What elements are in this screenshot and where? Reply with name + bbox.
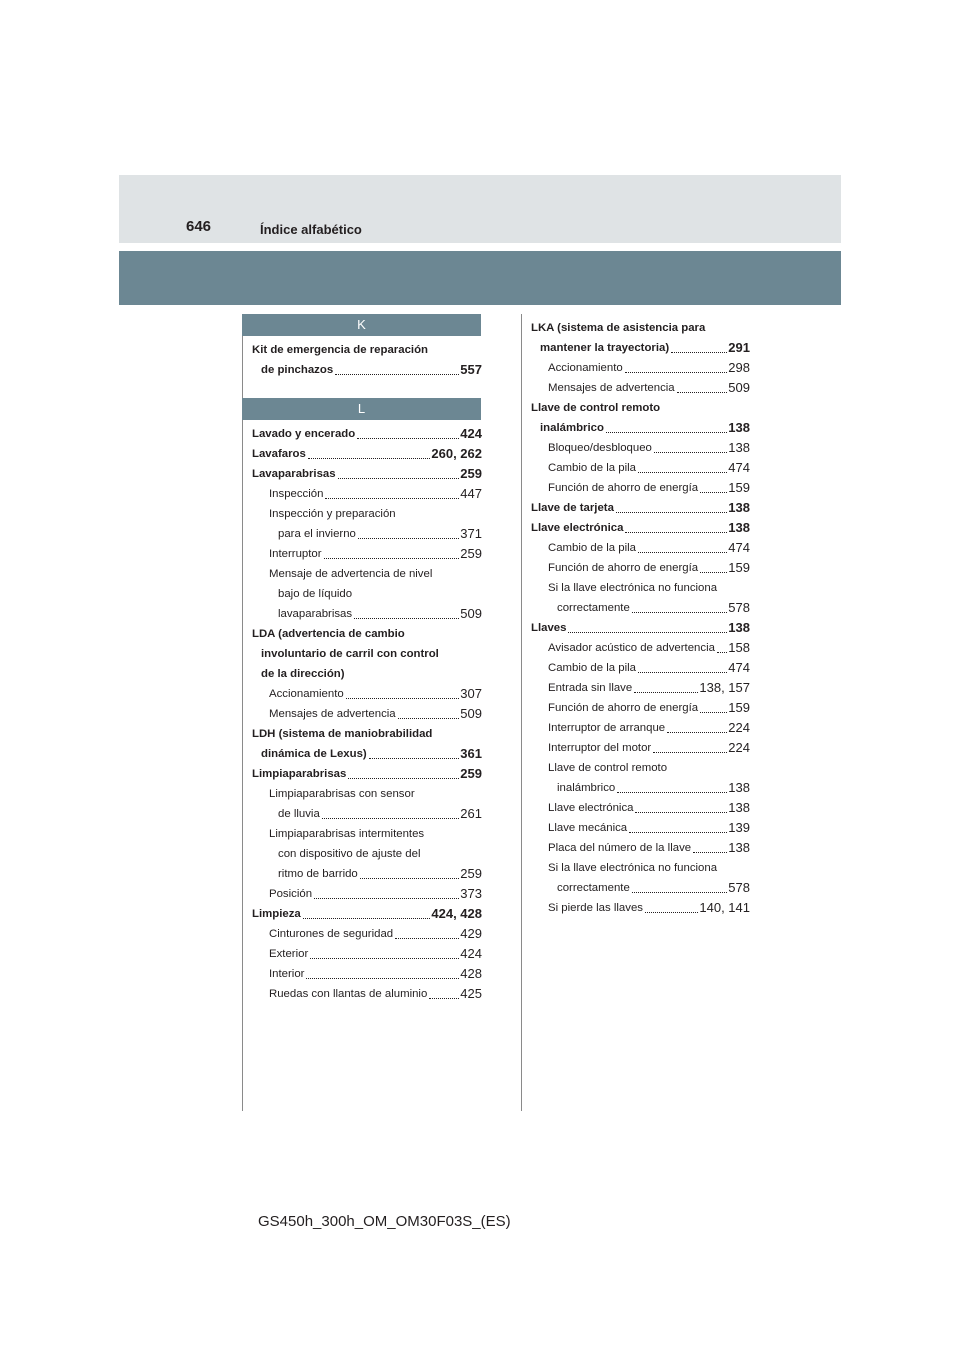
- entry-text: Interruptor del motor: [548, 742, 652, 754]
- index-subentry: [531, 838, 750, 858]
- index-subentry: [531, 678, 750, 698]
- index-subentry: Si la llave electrónica no funciona: [548, 862, 718, 874]
- entry-page: 429: [460, 926, 482, 941]
- entry-page: 138: [728, 800, 750, 815]
- entry-text: Función de ahorro de energía: [548, 702, 699, 714]
- index-subentry: [531, 778, 750, 798]
- entry-text: Bloqueo/desbloqueo: [548, 442, 652, 454]
- entry-text: Posición: [269, 888, 313, 900]
- entry-page: 424: [460, 426, 482, 441]
- index-subentry: Inspección y preparación: [269, 508, 396, 520]
- entry-page: 307: [460, 686, 482, 701]
- index-entry: Llave de control remoto: [531, 402, 661, 414]
- entry-text: Si pierde las llaves: [548, 902, 643, 914]
- index-subentry: Llave de control remoto: [548, 762, 668, 774]
- index-subentry: Limpiaparabrisas con sensor: [269, 788, 415, 800]
- entry-page: 578: [728, 600, 750, 615]
- header-band: [119, 175, 841, 243]
- entry-page: 298: [728, 360, 750, 375]
- entry-text: Mensajes de advertencia: [548, 382, 675, 394]
- index-subentry: [531, 658, 750, 678]
- entry-page: 474: [728, 660, 750, 675]
- entry-text: Llaves: [531, 622, 567, 634]
- entry-text: Llave electrónica: [531, 522, 624, 534]
- index-subentry: [531, 798, 750, 818]
- entry-page: 424, 428: [431, 906, 482, 921]
- index-entry: [252, 464, 482, 484]
- index-subentry: [531, 558, 750, 578]
- entry-page: 259: [460, 866, 482, 881]
- entry-page: 159: [728, 700, 750, 715]
- index-subentry: [252, 984, 482, 1004]
- index-entry: LKA (sistema de asistencia para: [531, 322, 706, 334]
- index-subentry: [252, 684, 482, 704]
- page-title: Índice alfabético: [260, 222, 362, 237]
- index-entry: [252, 444, 482, 464]
- entry-page: 371: [460, 526, 482, 541]
- index-subentry: [531, 438, 750, 458]
- entry-text: Llave electrónica: [548, 802, 634, 814]
- entry-text: Interruptor: [269, 548, 322, 560]
- entry-text: Cinturones de seguridad: [269, 928, 394, 940]
- section-letter-k: K: [242, 314, 481, 336]
- index-column-right: [531, 318, 750, 918]
- entry-text: Interior: [269, 968, 305, 980]
- entry-text: inalámbrico: [557, 782, 616, 794]
- entry-text: Función de ahorro de energía: [548, 482, 699, 494]
- entry-page: 261: [460, 806, 482, 821]
- entry-page: 578: [728, 880, 750, 895]
- entry-page: 140, 141: [699, 900, 750, 915]
- index-entry: [531, 338, 750, 358]
- index-entry: [531, 418, 750, 438]
- entry-page: 509: [460, 606, 482, 621]
- index-subentry: Mensaje de advertencia de nivel: [269, 568, 433, 580]
- entry-text: Llave mecánica: [548, 822, 628, 834]
- index-subentry: [252, 544, 482, 564]
- entry-text: lavaparabrisas: [278, 608, 353, 620]
- column-divider-right: [521, 314, 522, 1111]
- entry-page: 224: [728, 720, 750, 735]
- entry-text: correctamente: [557, 602, 630, 614]
- index-subentry: [252, 944, 482, 964]
- entry-page: 557: [460, 362, 482, 377]
- index-subentry: [531, 698, 750, 718]
- index-entry: [252, 424, 482, 444]
- entry-text: Lavado y encerado: [252, 428, 356, 440]
- index-entry: [531, 618, 750, 638]
- entry-text: Exterior: [269, 948, 309, 960]
- entry-text: Cambio de la pila: [548, 542, 637, 554]
- entry-text: Cambio de la pila: [548, 462, 637, 474]
- index-column-left: [252, 314, 482, 1004]
- entry-text: Placa del número de la llave: [548, 842, 692, 854]
- entry-text: Interruptor de arranque: [548, 722, 666, 734]
- entry-text: Limpiaparabrisas: [252, 768, 347, 780]
- entry-page: 159: [728, 480, 750, 495]
- index-subentry: [531, 898, 750, 918]
- index-subentry: bajo de líquido: [278, 588, 353, 600]
- index-subentry: [531, 818, 750, 838]
- index-subentry: [531, 358, 750, 378]
- entry-text: Limpieza: [252, 908, 301, 920]
- entry-text: inalámbrico: [540, 422, 604, 434]
- entry-page: 509: [460, 706, 482, 721]
- entry-page: 509: [728, 380, 750, 395]
- index-subentry: [252, 804, 482, 824]
- index-entry: [252, 904, 482, 924]
- entry-text: Accionamiento: [269, 688, 344, 700]
- entry-page: 138: [728, 840, 750, 855]
- entry-text: de lluvia: [278, 808, 320, 820]
- document-id: GS450h_300h_OM_OM30F03S_(ES): [258, 1213, 511, 1230]
- index-subentry: [252, 524, 482, 544]
- entry-page: 139: [728, 820, 750, 835]
- index-subentry: [531, 738, 750, 758]
- entry-text: Avisador acústico de advertencia: [548, 642, 715, 654]
- entry-text: correctamente: [557, 882, 630, 894]
- entry-text: Entrada sin llave: [548, 682, 633, 694]
- entry-text: Mensajes de advertencia: [269, 708, 396, 720]
- index-subentry: [531, 538, 750, 558]
- entry-text: Cambio de la pila: [548, 662, 637, 674]
- entry-page: 474: [728, 460, 750, 475]
- index-entry: [252, 360, 482, 380]
- index-subentry: Limpiaparabrisas intermitentes: [269, 828, 425, 840]
- index-subentry: Si la llave electrónica no funciona: [548, 582, 718, 594]
- index-subentry: [252, 484, 482, 504]
- index-entry: LDA (advertencia de cambio: [252, 628, 405, 640]
- entry-page: 425: [460, 986, 482, 1001]
- index-subentry: [531, 718, 750, 738]
- entry-page: 138: [728, 500, 750, 515]
- index-subentry: [531, 878, 750, 898]
- entry-page: 373: [460, 886, 482, 901]
- section-letter-l: L: [242, 398, 481, 420]
- index-entry: LDH (sistema de maniobrabilidad: [252, 728, 433, 740]
- index-entry: [252, 744, 482, 764]
- entry-text: Accionamiento: [548, 362, 623, 374]
- entry-text: Lavaparabrisas: [252, 468, 336, 480]
- index-subentry: [252, 864, 482, 884]
- index-subentry: [252, 924, 482, 944]
- entry-page: 291: [728, 340, 750, 355]
- index-entry: [252, 764, 482, 784]
- index-entry: [531, 518, 750, 538]
- entry-text: mantener la trayectoria): [540, 342, 670, 354]
- entry-text: ritmo de barrido: [278, 868, 358, 880]
- entry-page: 259: [460, 546, 482, 561]
- page-number: 646: [186, 218, 212, 235]
- entry-text: Llave de tarjeta: [531, 502, 614, 514]
- index-subentry: [252, 884, 482, 904]
- entry-text: de pinchazos: [261, 364, 334, 376]
- entry-page: 138: [728, 520, 750, 535]
- entry-text: Inspección: [269, 488, 324, 500]
- index-subentry: [531, 378, 750, 398]
- entry-page: 138: [728, 420, 750, 435]
- entry-text: dinámica de Lexus): [261, 748, 367, 760]
- entry-text: para el invierno: [278, 528, 356, 540]
- index-subentry: [531, 458, 750, 478]
- entry-page: 361: [460, 746, 482, 761]
- entry-page: 259: [460, 466, 482, 481]
- entry-page: 474: [728, 540, 750, 555]
- entry-text: Función de ahorro de energía: [548, 562, 699, 574]
- index-subentry: con dispositivo de ajuste del: [278, 848, 421, 860]
- index-entry: [531, 498, 750, 518]
- entry-page: 138: [728, 620, 750, 635]
- entry-page: 158: [728, 640, 750, 655]
- index-subentry: [252, 964, 482, 984]
- index-subentry: [531, 638, 750, 658]
- index-subentry: [252, 604, 482, 624]
- index-subentry: [531, 478, 750, 498]
- header-bar: [119, 251, 841, 305]
- index-subentry: [252, 704, 482, 724]
- column-divider-left: [242, 314, 243, 1111]
- entry-page: 447: [460, 486, 482, 501]
- entry-page: 138: [728, 780, 750, 795]
- entry-page: 428: [460, 966, 482, 981]
- entry-text: Lavafaros: [252, 448, 306, 460]
- entry-page: 224: [728, 740, 750, 755]
- entry-page: 159: [728, 560, 750, 575]
- index-subentry: [531, 598, 750, 618]
- entry-page: 138, 157: [699, 680, 750, 695]
- entry-page: 138: [728, 440, 750, 455]
- entry-page: 424: [460, 946, 482, 961]
- entry-text: Ruedas con llantas de aluminio: [269, 988, 428, 1000]
- index-entry: involuntario de carril con control: [261, 648, 439, 660]
- entry-page: 260, 262: [431, 446, 482, 461]
- entry-page: 259: [460, 766, 482, 781]
- index-entry: de la dirección): [261, 668, 345, 680]
- index-entry: Kit de emergencia de reparación: [252, 344, 428, 356]
